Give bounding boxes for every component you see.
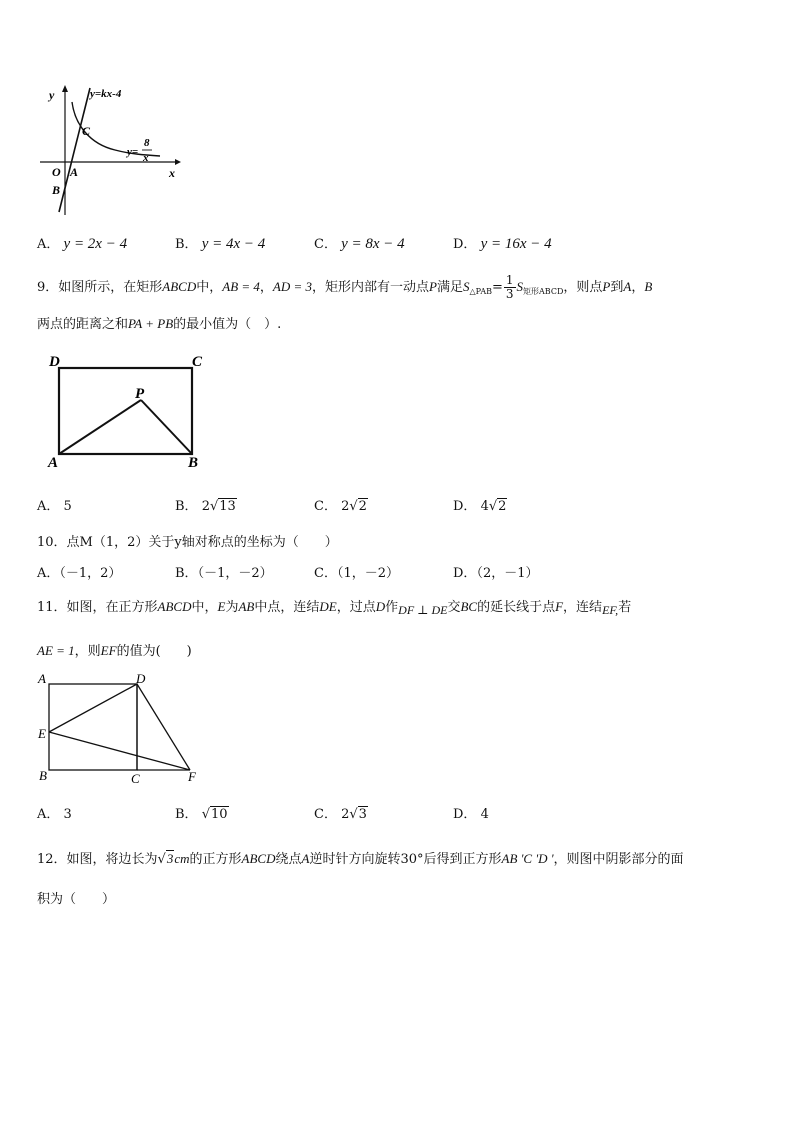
label-curve-den: x	[143, 152, 149, 164]
label-A: A	[70, 165, 79, 179]
q9-figure	[45, 350, 215, 475]
segment-pb	[141, 400, 192, 454]
q9-option-a[interactable]: A． 5	[37, 499, 72, 514]
label-D: D	[49, 354, 60, 370]
q12-question-line1: 12．如图，将边长为√3cm的正方形ABCD绕点A逆时针方向旋转30°后得到正方形AB 'C 'D '，则图中阴影部分的面	[37, 851, 684, 867]
y-axis-arrow	[62, 85, 68, 92]
q11-option-d[interactable]: D． 4	[453, 807, 489, 822]
label-C: C	[131, 771, 140, 786]
label-A: A	[38, 671, 46, 686]
q10-option-c[interactable]: C．（1，－2）	[314, 566, 399, 581]
label-line: y=kx-4	[90, 88, 122, 100]
label-C: C	[192, 354, 203, 370]
segment-ef	[49, 732, 190, 770]
label-x: x	[169, 166, 175, 180]
label-O: O	[52, 165, 61, 179]
label-P: P	[135, 386, 145, 402]
label-curve-num: 8	[144, 137, 150, 149]
q8-option-c[interactable]: C． y = 8x − 4	[314, 236, 405, 252]
q9-option-c[interactable]: C． 2√2	[314, 499, 367, 514]
label-B: B	[52, 183, 61, 197]
label-F: F	[188, 769, 196, 784]
label-B: B	[188, 455, 199, 471]
q9-question-line1: 9．如图所示，在矩形ABCD中，AB = 4，AD = 3，矩形内部有一动点P满足$S_{\triangle PAB}=$ $\frac{1}{3}$ $S_{矩形ABCD}$，则点P到A，B	[37, 273, 653, 301]
label-E: E	[38, 726, 46, 741]
q10-option-a[interactable]: A．（－1，2）	[37, 566, 122, 581]
line-graph	[59, 88, 90, 212]
q11-option-c[interactable]: C． 2√3	[314, 807, 367, 822]
segment-de	[49, 684, 137, 732]
q9-question-line2: 两点的距离之和PA + PB的最小值为（ ）.	[37, 316, 282, 332]
q8-option-a[interactable]: A． y = 2x − 4	[37, 236, 128, 252]
label-D: D	[136, 671, 146, 686]
label-A: A	[48, 455, 59, 471]
label-B: B	[39, 768, 47, 783]
q10-question: 10．点M（1，2）关于y轴对称点的坐标为（ ）	[37, 535, 338, 550]
q9-option-d[interactable]: D． 4√2	[453, 499, 507, 514]
q11-question-line1: 11．如图，在正方形ABCD中，E为AB中点，连结DE，过点D作DF ⊥ DE交BC的延长线于点F，连结EF,若	[37, 599, 632, 617]
label-curve-prefix: y=	[127, 146, 139, 158]
q12-question-line2: 积为（ ）	[37, 892, 116, 907]
square-abcd	[49, 684, 137, 770]
q10-option-b[interactable]: B．（－1，－2）	[175, 566, 273, 581]
q9-option-b[interactable]: B． 2√13	[175, 499, 236, 514]
q8-figure	[35, 80, 185, 220]
q11-option-a[interactable]: A． 3	[37, 807, 72, 822]
label-C: C	[82, 124, 91, 138]
q11-figure	[35, 668, 205, 788]
label-y: y	[49, 88, 55, 102]
q11-option-b[interactable]: B． √10	[175, 807, 228, 822]
segment-pa	[59, 400, 141, 454]
q8-option-b[interactable]: B． y = 4x − 4	[175, 236, 266, 252]
q10-option-d[interactable]: D．（2，－1）	[453, 566, 539, 581]
q8-option-d[interactable]: D． y = 16x − 4	[453, 236, 552, 252]
segment-df	[137, 684, 190, 770]
x-axis-arrow	[175, 159, 181, 165]
q11-question-line2: AE = 1，则EF的值为( )	[37, 643, 192, 659]
